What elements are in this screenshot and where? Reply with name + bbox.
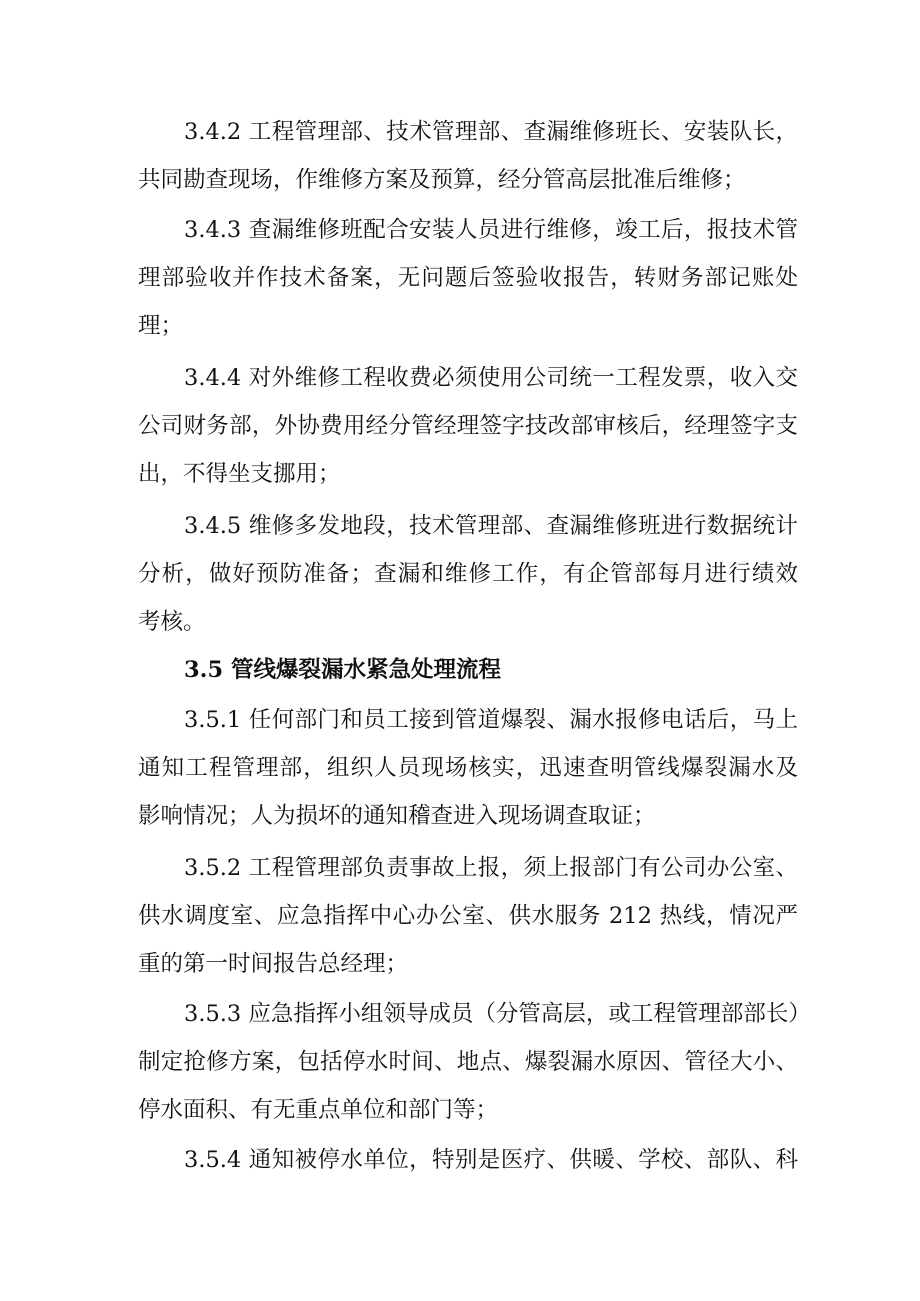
paragraph-3-4-4 bbox=[138, 354, 798, 498]
paragraph-3-4-5 bbox=[138, 502, 798, 646]
text-line: 公司财务部，外协费用经分管经理签字技改部审核后，经理签字支 bbox=[138, 413, 798, 439]
paragraph-3-4-2 bbox=[138, 108, 798, 204]
text-line: 制定抢修方案，包括停水时间、地点、爆裂漏水原因、管径大小、 bbox=[138, 1049, 798, 1075]
paragraph-3-5-3 bbox=[138, 990, 811, 1134]
text-line: 通知工程管理部，组织人员现场核实，迅速查明管线爆裂漏水及 bbox=[138, 755, 798, 781]
text-line: 3.4.5 维修多发地段，技术管理部、查漏维修班进行数据统计 bbox=[184, 513, 798, 539]
text-line: 3.4.4 对外维修工程收费必须使用公司统一工程发票，收入交 bbox=[184, 365, 798, 391]
text-line: 影响情况；人为损坏的通知稽查进入现场调查取证； bbox=[138, 803, 656, 829]
text-line: 理部验收并作技术备案，无问题后签验收报告，转财务部记账处 bbox=[138, 265, 798, 291]
section-heading-3-5 bbox=[138, 646, 798, 694]
paragraph-3-5-2 bbox=[138, 844, 798, 988]
text-line: 重的第一时间报告总经理； bbox=[138, 951, 409, 977]
heading-text: 3.5 管线爆裂漏水紧急处理流程 bbox=[184, 657, 501, 683]
text-line: 共同勘查现场，作维修方案及预算，经分管高层批准后维修； bbox=[138, 167, 746, 193]
text-line: 停水面积、有无重点单位和部门等； bbox=[138, 1097, 499, 1123]
text-line: 3.5.1 任何部门和员工接到管道爆裂、漏水报修电话后，马上 bbox=[184, 707, 798, 733]
text-line: 3.5.4 通知被停水单位，特别是医疗、供暖、学校、部队、科 bbox=[184, 1147, 798, 1173]
text-line: 3.5.3 应急指挥小组领导成员（分管高层，或工程管理部部长） bbox=[184, 1001, 811, 1027]
text-line: 供水调度室、应急指挥中心办公室、供水服务 212 热线，情况严 bbox=[138, 903, 798, 929]
text-line: 考核。 bbox=[138, 609, 206, 635]
paragraph-3-5-1 bbox=[138, 696, 798, 840]
text-line: 3.4.2 工程管理部、技术管理部、查漏维修班长、安装队长， bbox=[184, 119, 798, 145]
text-line: 分析，做好预防准备；查漏和维修工作，有企管部每月进行绩效 bbox=[138, 561, 798, 587]
text-line: 3.4.3 查漏维修班配合安装人员进行维修，竣工后，报技术管 bbox=[184, 217, 798, 243]
paragraph-3-4-3 bbox=[138, 206, 798, 350]
text-line: 3.5.2 工程管理部负责事故上报，须上报部门有公司办公室、 bbox=[184, 855, 798, 881]
text-line: 出，不得坐支挪用； bbox=[138, 461, 341, 487]
paragraph-3-5-4 bbox=[138, 1136, 798, 1184]
text-line: 理； bbox=[138, 313, 184, 339]
